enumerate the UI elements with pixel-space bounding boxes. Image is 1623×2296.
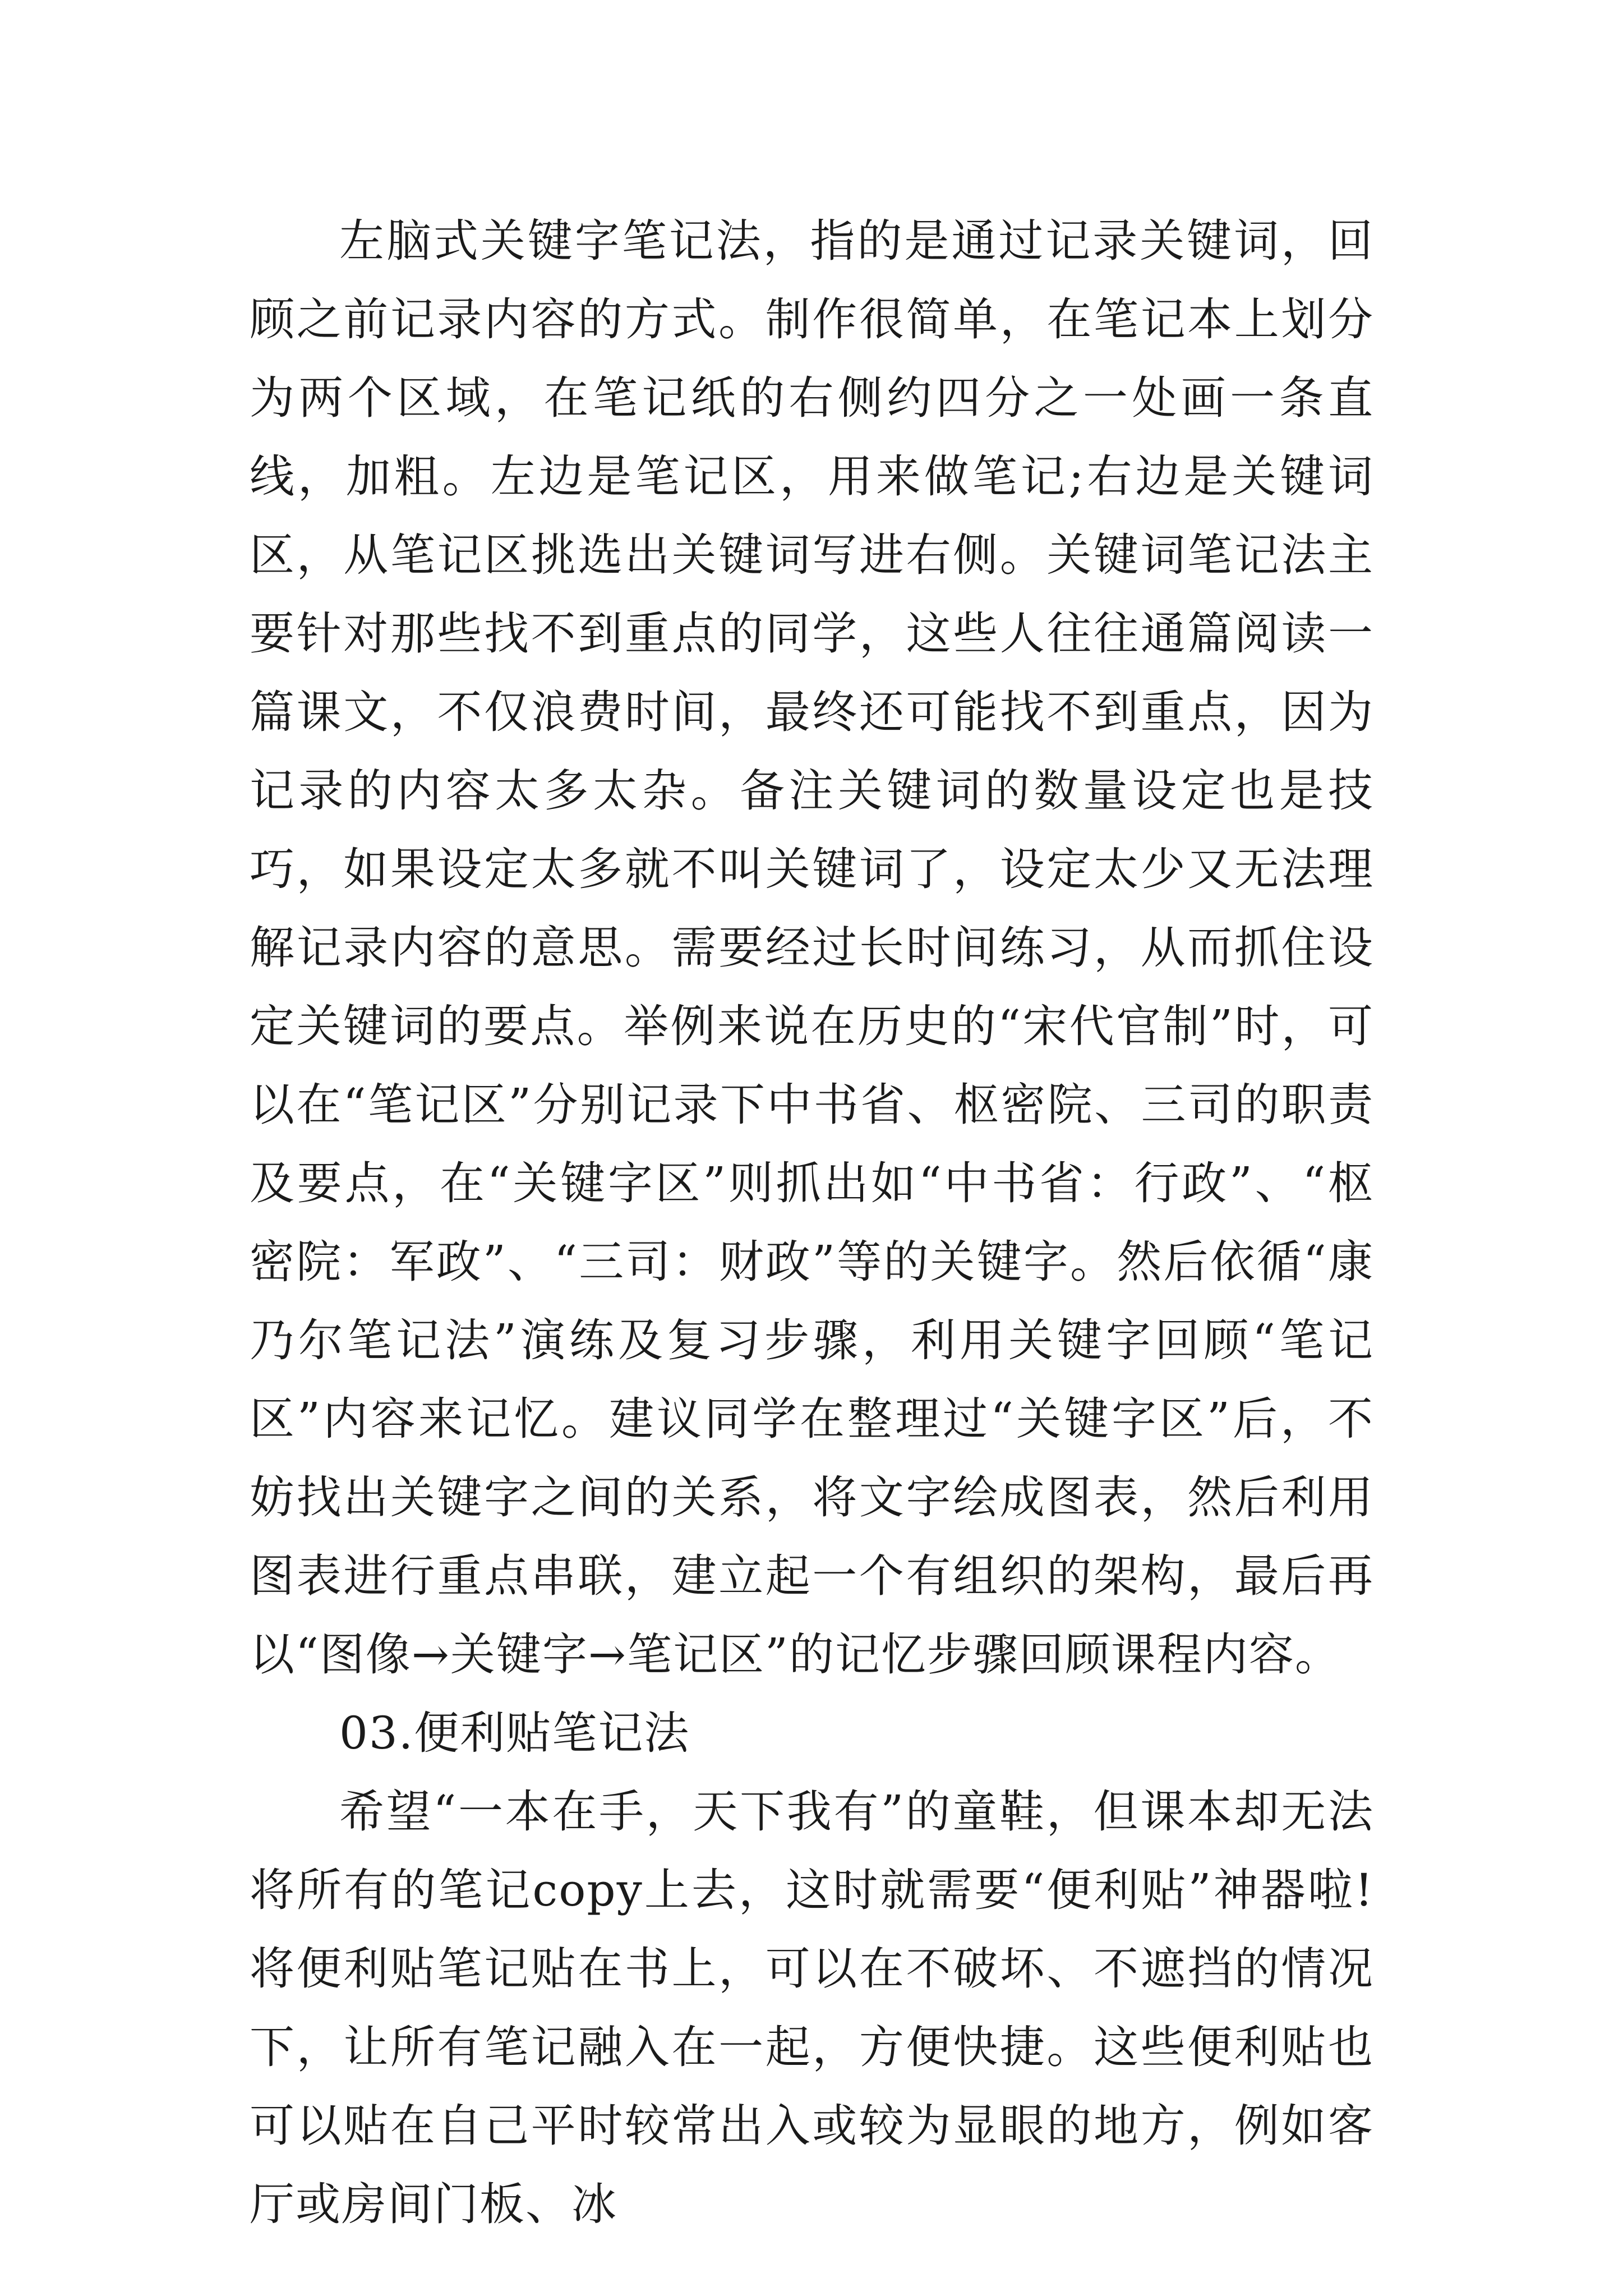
- paragraph-keyword-note-method: 左脑式关键字笔记法，指的是通过记录关键词，回顾之前记录内容的方式。制作很简单，在笔记本上划分为两个区域，在笔记纸的右侧约四分之一处画一条直线，加粗。左边是笔记区，用来做笔记;右边是关键词区，从笔记区挑选出关键词写进右侧。关键词笔记法主要针对那些找不到重点的同学，这些人往往通篇阅读一篇课文，不仅浪费时间，最终还可能找不到重点，因为记录的内容太多太杂。备注关键词的数量设定也是技巧，如果设定太多就不叫关键词了，设定太少又无法理解记录内容的意思。需要经过长时间练习，从而抓住设定关键词的要点。举例来说在历史的“宋代官制”时，可以在“笔记区”分别记录下中书省、枢密院、三司的职责及要点，在“关键字区”则抓出如“中书省：行政”、“枢密院：军政”、“三司：财政”等的关键字。然后依循“康乃尔笔记法”演练及复习步骤，利用关键字回顾“笔记区”内容来记忆。建议同学在整理过“关键字区”后，不妨找出关键字之间的关系，将文字绘成图表，然后利用图表进行重点串联，建立起一个有组织的架构，最后再以“图像→关键字→笔记区”的记忆步骤回顾课程内容。: [250, 215, 1374, 1681]
- document-body: [250, 202, 1374, 2244]
- paragraph-sticky-note-method: 希望“一本在手，天下我有”的童鞋，但课本却无法将所有的笔记copy上去，这时就需要“便利贴”神器啦!将便利贴笔记贴在书上，可以在不破坏、不遮挡的情况下，让所有笔记融入在一起，方便快捷。这些便利贴也可以贴在自己平时较常出入或较为显眼的地方，例如客厅或房间门板、冰: [250, 1786, 1374, 2230]
- section-heading-sticky-note-method: 03.便利贴笔记法: [339, 1707, 690, 1759]
